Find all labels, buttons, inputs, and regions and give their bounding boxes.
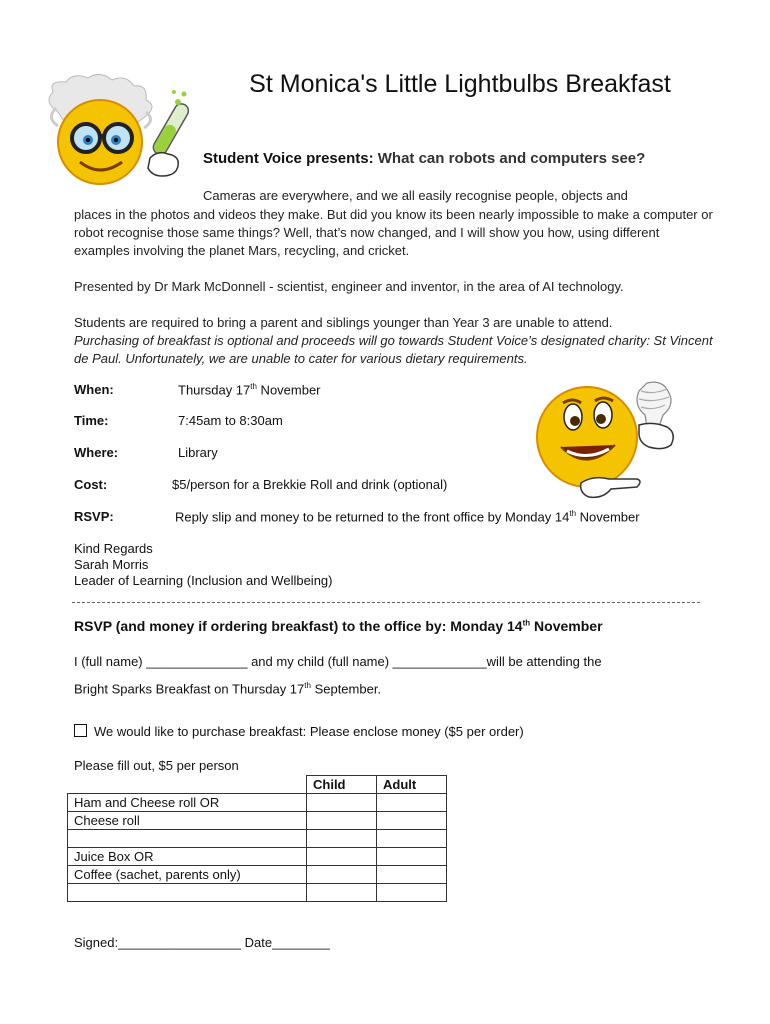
item-cell: Cheese roll	[68, 812, 307, 830]
where-value: Library	[178, 445, 218, 460]
item-cell: Juice Box OR	[68, 848, 307, 866]
presenter-line: Presented by Dr Mark McDonnell - scientist, engineer and inventor, in the area of AI technology.	[74, 279, 624, 294]
intro-paragraph: places in the photos and videos they make. But did you know its been nearly impossible to make a computer or robot recognise those same things? Well, that’s now changed, and I will show you how, using different examples involving the planet Mars, recycling, and cricket.	[74, 207, 713, 258]
item-cell	[68, 884, 307, 902]
table-row	[68, 848, 447, 866]
child-qty-cell[interactable]	[307, 794, 377, 812]
requirements-line: Students are required to bring a parent and siblings younger than Year 3 are unable to attend.	[74, 315, 613, 330]
subtitle-question: What can robots and computers see?	[377, 150, 646, 167]
cut-line-divider	[72, 602, 700, 603]
when-value	[178, 382, 321, 397]
purchase-checkbox[interactable]	[74, 724, 87, 737]
event-line	[74, 681, 381, 696]
subtitle-prefix: Student Voice presents:	[203, 150, 374, 167]
item-cell: Ham and Cheese roll OR	[68, 794, 307, 812]
column-child: Child	[307, 776, 377, 794]
requirements-italic: Purchasing of breakfast is optional and proceeds will go towards Student Voice’s designated charity: St Vincent de Paul. Unfortunately, we are unable to cater for various dietary requirements.	[74, 333, 713, 366]
intro-first-line: Cameras are everywhere, and we all easily recognise people, objects and	[203, 188, 628, 203]
rsvp-heading	[74, 618, 603, 634]
regards-name: Sarah Morris	[74, 557, 149, 572]
rsvp-value	[175, 509, 640, 524]
attendance-line[interactable]: I (full name) ______________ and my child (full name) _____________will be attending the	[74, 654, 602, 669]
child-qty-cell[interactable]	[307, 884, 377, 902]
requirements	[74, 314, 714, 368]
cost-value: $5/person for a Brekkie Roll and drink (optional)	[172, 477, 448, 492]
page-title: St Monica's Little Lightbulbs Breakfast	[249, 70, 671, 98]
rsvp-heading-post: November	[530, 618, 603, 634]
rsvp-label: RSVP:	[74, 509, 114, 524]
table-row	[68, 884, 447, 902]
rsvp-value-sup: th	[569, 509, 577, 518]
event-line-post: September.	[310, 681, 382, 697]
when-value-pre: Thursday 17	[178, 382, 251, 398]
adult-qty-cell[interactable]	[377, 866, 447, 884]
adult-qty-cell[interactable]	[377, 848, 447, 866]
time-value: 7:45am to 8:30am	[178, 413, 283, 428]
child-qty-cell[interactable]	[307, 848, 377, 866]
order-table	[67, 775, 447, 902]
scientist-smiley-icon	[38, 72, 198, 197]
where-label: Where:	[74, 445, 119, 460]
item-cell: Coffee (sachet, parents only)	[68, 866, 307, 884]
child-qty-cell[interactable]	[307, 830, 377, 848]
rsvp-value-post: November	[576, 509, 640, 525]
table-row	[68, 830, 447, 848]
child-qty-cell[interactable]	[307, 812, 377, 830]
sign-off	[74, 541, 332, 589]
when-value-sup: th	[250, 382, 257, 391]
table-row	[68, 794, 447, 812]
signature-line[interactable]: Signed:_________________ Date________	[74, 935, 330, 950]
regards-line: Kind Regards	[74, 541, 153, 556]
item-cell	[68, 830, 307, 848]
table-row	[68, 812, 447, 830]
rsvp-heading-pre: RSVP (and money if ordering breakfast) to the office by: Monday 14	[74, 618, 523, 634]
lightbulb-smiley-icon	[535, 375, 690, 510]
table-header-blank	[68, 776, 307, 794]
purchase-option	[74, 724, 524, 739]
when-label: When:	[74, 382, 114, 397]
regards-role: Leader of Learning (Inclusion and Wellbeing)	[74, 573, 333, 588]
event-line-pre: Bright Sparks Breakfast on Thursday 17	[74, 681, 305, 697]
when-value-post: November	[256, 382, 321, 398]
table-header-row	[68, 776, 447, 794]
subtitle	[203, 150, 645, 167]
adult-qty-cell[interactable]	[377, 884, 447, 902]
adult-qty-cell[interactable]	[377, 794, 447, 812]
table-row	[68, 866, 447, 884]
adult-qty-cell[interactable]	[377, 830, 447, 848]
adult-qty-cell[interactable]	[377, 812, 447, 830]
fill-out-note: Please fill out, $5 per person	[74, 758, 239, 773]
child-qty-cell[interactable]	[307, 866, 377, 884]
rsvp-heading-sup: th	[522, 618, 531, 628]
purchase-label: We would like to purchase breakfast: Please enclose money ($5 per order)	[94, 724, 524, 739]
column-adult: Adult	[377, 776, 447, 794]
event-line-sup: th	[304, 681, 311, 690]
time-label: Time:	[74, 413, 109, 428]
rsvp-value-pre: Reply slip and money to be returned to the front office by Monday 14	[175, 509, 570, 525]
cost-label: Cost:	[74, 477, 108, 492]
